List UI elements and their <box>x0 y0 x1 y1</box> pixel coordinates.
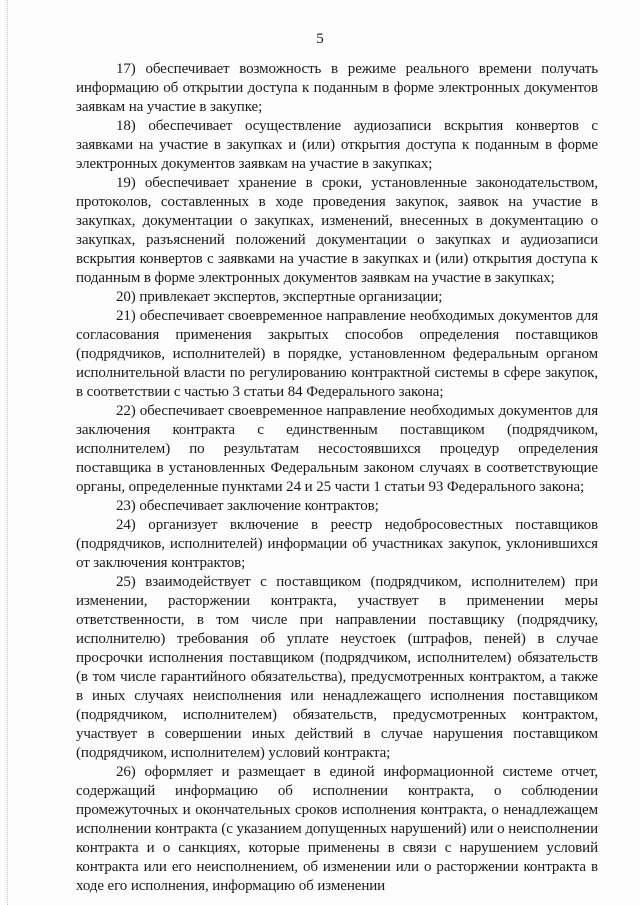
paragraph-19: 19) обеспечивает хранение в сроки, установленные законодательством, протоколов, составленных в ходе проведения закупок, заявок на участие в закупках, документации о закупках, изменений, внесенных в документацию о закупках, разъяснений положений документации о закупках и аудиозаписи вскрытия конвертов с заявками на участие в закупках и (или) открытия доступа к поданным в форме электронных документов заявкам на участие в закупках; <box>76 175 598 286</box>
paragraph-25: 25) взаимодействует с поставщиком (подрядчиком, исполнителем) при изменении, расторжении контракта, участвует в применении меры ответственности, в том числе при направлении поставщику (подрядчику, исполнителю) требования об уплате неустоек (штрафов, пеней) в случае просрочки исполнения поставщиком (подрядчиком, исполнителем) обязательств (в том числе гарантийного обязательства), предусмотренных контрактом, а также в иных случаях неисполнения или ненадлежащего исполнения поставщиком (подрядчиком, исполнителем) обязательств, предусмотренных контрактом, участвует в совершении иных действий в случае нарушения поставщиком (подрядчиком, исполнителем) условий контракта; <box>76 574 598 761</box>
paragraph-17: 17) обеспечивает возможность в режиме реального времени получать информацию об открытии доступа к поданным в форме электронных документов заявкам на участие в закупке; <box>76 61 598 115</box>
paragraph-26: 26) оформляет и размещает в единой информационной системе отчет, содержащий информацию об исполнении контракта, о соблюдении промежуточных и окончательных сроков исполнения контракта, о ненадлежащем исполнении контракта (с указанием допущенных нарушений) или о неисполнении контракта и о санкциях, которые применены в связи с нарушением условий контракта или его неисполнением, об изменении или о расторжении контракта в ходе его исполнения, информацию об изменении <box>76 764 598 894</box>
page-number: 5 <box>316 31 324 47</box>
paragraph-20: 20) привлекает экспертов, экспертные организации; <box>116 289 443 305</box>
scan-edge <box>0 0 8 905</box>
paragraph-24: 24) организует включение в реестр недобросовестных поставщиков (подрядчиков, исполнителей) информации об участниках закупок, уклонившихся от заключения контрактов; <box>76 517 598 571</box>
paragraph-21: 21) обеспечивает своевременное направление необходимых документов для согласования применения закрытых способов определения поставщиков (подрядчиков, исполнителей) в порядке, установленном федеральным органом исполнительной власти по регулированию контрактной системы в сфере закупок, в соответствии с частью 3 статьи 84 Федерального закона; <box>76 308 598 400</box>
paragraph-22: 22) обеспечивает своевременное направление необходимых документов для заключения контракта с единственным поставщиком (подрядчиком, исполнителем) по результатам несостоявшихся процедур определения поставщика в установленных Федеральным законом случаях в соответствующие органы, определенные пунктами 24 и 25 части 1 статьи 93 Федерального закона; <box>76 403 598 495</box>
body-text <box>76 60 598 896</box>
paragraph-18: 18) обеспечивает осуществление аудиозаписи вскрытия конвертов с заявками на участие в закупках и (или) открытия доступа к поданным в форме электронных документов заявкам на участие в закупках; <box>76 118 598 172</box>
paragraph-23: 23) обеспечивает заключение контрактов; <box>116 498 379 514</box>
